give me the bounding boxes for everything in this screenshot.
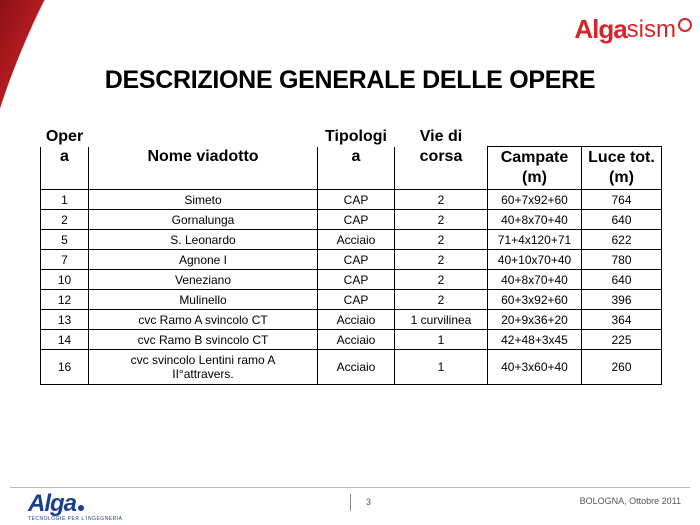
cell-campate: 42+48+3x45 <box>488 330 582 350</box>
cell-tipologia: Acciaio <box>318 230 395 250</box>
cell-campate: 60+3x92+60 <box>488 290 582 310</box>
cell-vie: 1 <box>395 350 488 385</box>
footer-logo-tagline: TECNOLOGIE PER L'INGEGNERIA <box>28 516 123 522</box>
cell-campate: 40+3x60+40 <box>488 350 582 385</box>
cell-nome-line2: II°attravers. <box>172 367 234 381</box>
header-tipologia-bottom: a <box>318 147 395 190</box>
header-nome: Nome viadotto <box>89 147 318 190</box>
page-number: 3 <box>366 497 372 507</box>
cell-opera: 7 <box>41 250 89 270</box>
cell-campate: 71+4x120+71 <box>488 230 582 250</box>
cell-campate: 20+9x36+20 <box>488 310 582 330</box>
cell-campate: 60+7x92+60 <box>488 190 582 210</box>
cell-vie: 1 <box>395 330 488 350</box>
header-opera-bottom: a <box>41 147 89 190</box>
table-row <box>41 190 662 210</box>
cell-nome <box>89 350 318 385</box>
header-tipologia-top: Tipologi <box>325 127 387 145</box>
cell-luce: 260 <box>582 350 662 385</box>
cell-tipologia: Acciaio <box>318 310 395 330</box>
cell-vie: 2 <box>395 250 488 270</box>
table-row <box>41 230 662 250</box>
cell-luce: 364 <box>582 310 662 330</box>
cell-nome: Veneziano <box>89 270 318 290</box>
cell-opera: 16 <box>41 350 89 385</box>
cell-vie: 1 curvilinea <box>395 310 488 330</box>
cell-nome: Mulinello <box>89 290 318 310</box>
cell-campate: 40+8x70+40 <box>488 270 582 290</box>
table-row <box>41 310 662 330</box>
header-spacer <box>488 126 582 147</box>
footer-logo-text: Alga <box>28 490 77 517</box>
cell-luce: 764 <box>582 190 662 210</box>
footer-divider <box>10 487 690 488</box>
corner-swoosh-decoration <box>0 0 120 120</box>
cell-opera: 10 <box>41 270 89 290</box>
cell-luce: 396 <box>582 290 662 310</box>
cell-nome: Gornalunga <box>89 210 318 230</box>
cell-tipologia: CAP <box>318 290 395 310</box>
cell-opera: 5 <box>41 230 89 250</box>
cell-opera: 2 <box>41 210 89 230</box>
cell-nome: Agnone I <box>89 250 318 270</box>
cell-tipologia: CAP <box>318 190 395 210</box>
opere-table <box>40 126 662 385</box>
cell-opera: 14 <box>41 330 89 350</box>
footer-page-separator <box>350 494 351 511</box>
table-row <box>41 350 662 385</box>
cell-vie: 2 <box>395 210 488 230</box>
cell-vie: 2 <box>395 290 488 310</box>
header-luce: Luce tot. (m) <box>582 147 662 190</box>
cell-tipologia: CAP <box>318 270 395 290</box>
footer-date: BOLOGNA, Ottobre 2011 <box>579 496 681 506</box>
header-spacer <box>89 126 318 147</box>
algasism-logo <box>574 14 692 45</box>
cell-nome-line1: cvc svincolo Lentini ramo A <box>130 353 276 367</box>
header-vie-bottom: corsa <box>395 147 488 190</box>
cell-vie: 2 <box>395 270 488 290</box>
cell-nome: cvc Ramo B svincolo CT <box>89 330 318 350</box>
cell-vie: 2 <box>395 190 488 210</box>
cell-nome: S. Leonardo <box>89 230 318 250</box>
page-title: DESCRIZIONE GENERALE DELLE OPERE <box>104 66 596 94</box>
logo-suffix-text: sism <box>626 15 676 43</box>
cell-tipologia: CAP <box>318 250 395 270</box>
cell-opera: 1 <box>41 190 89 210</box>
table-row <box>41 210 662 230</box>
header-spacer <box>582 126 662 147</box>
logo-bubble-icon <box>678 18 692 32</box>
cell-nome: Simeto <box>89 190 318 210</box>
cell-luce: 622 <box>582 230 662 250</box>
alga-footer-logo <box>28 490 122 522</box>
footer-logo-dot-icon <box>78 505 84 511</box>
cell-tipologia: Acciaio <box>318 350 395 385</box>
cell-nome: cvc Ramo A svincolo CT <box>89 310 318 330</box>
cell-luce: 780 <box>582 250 662 270</box>
header-campate: Campate (m) <box>488 147 582 190</box>
table-row <box>41 330 662 350</box>
logo-main-text: Alga <box>574 14 627 44</box>
cell-campate: 40+8x70+40 <box>488 210 582 230</box>
cell-luce: 225 <box>582 330 662 350</box>
cell-opera: 13 <box>41 310 89 330</box>
table-row <box>41 290 662 310</box>
cell-luce: 640 <box>582 210 662 230</box>
header-vie-top: Vie di <box>419 127 463 145</box>
table-row <box>41 270 662 290</box>
header-opera-top: Oper <box>45 127 84 145</box>
cell-luce: 640 <box>582 270 662 290</box>
cell-opera: 12 <box>41 290 89 310</box>
cell-vie: 2 <box>395 230 488 250</box>
cell-tipologia: CAP <box>318 210 395 230</box>
table-row <box>41 250 662 270</box>
cell-tipologia: Acciaio <box>318 330 395 350</box>
cell-campate: 40+10x70+40 <box>488 250 582 270</box>
